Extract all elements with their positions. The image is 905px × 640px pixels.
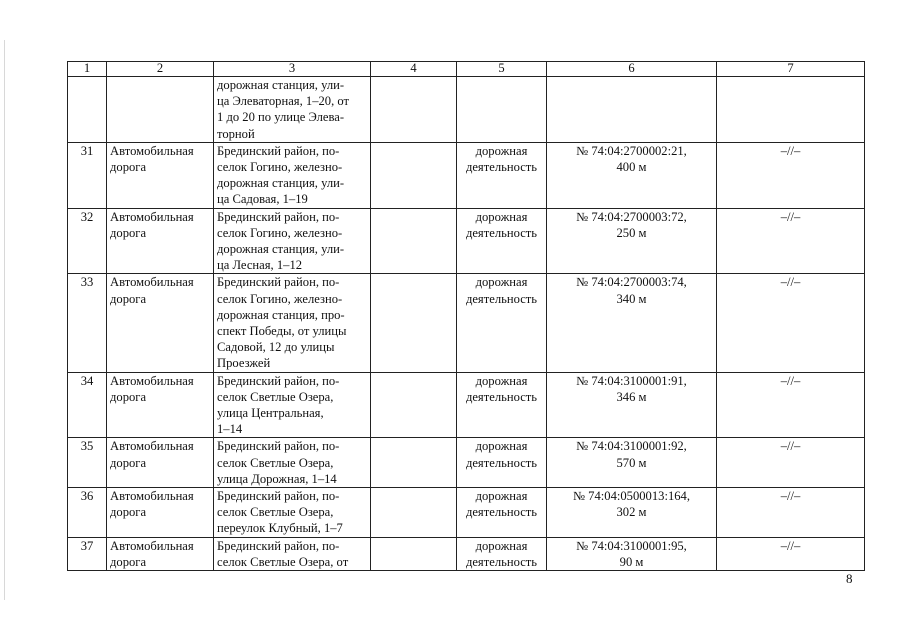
object-name-cell-line: дорога (110, 554, 147, 569)
activity-cell (457, 274, 547, 372)
object-name-cell (107, 142, 214, 208)
header-cell-2: 2 (107, 62, 214, 77)
note-cell (717, 537, 865, 570)
cadastral-cell (547, 208, 717, 274)
cadastral-cell-line: № 74:04:2700003:74, (576, 275, 687, 290)
location-cell-line: селок Светлые Озера, (217, 505, 334, 520)
cadastral-cell-line: 346 м (616, 389, 647, 404)
row-number-cell-text: 31 (80, 143, 94, 158)
row-number-cell (68, 372, 107, 438)
object-name-cell-line: дорога (110, 455, 147, 470)
object-name-cell (107, 372, 214, 438)
object-name-cell-line: Автомобильная (110, 275, 194, 290)
cadastral-cell (547, 142, 717, 208)
location-cell-line: Брединский район, по- (217, 209, 340, 224)
empty-col4-cell (371, 488, 457, 538)
location-cell-line: улица Центральная, (217, 406, 324, 421)
table-row (68, 537, 865, 570)
row-number-cell-text: 33 (80, 275, 94, 290)
activity-cell-line: дорожная (475, 373, 528, 388)
location-cell-line: ца Лесная, 1–12 (217, 258, 303, 273)
cadastral-cell-line: 340 м (616, 291, 647, 306)
object-name-cell-line: дорога (110, 225, 147, 240)
row-number-cell (68, 77, 107, 143)
header-cell-7: 7 (717, 62, 865, 77)
empty-col4-cell (371, 372, 457, 438)
note-cell (717, 274, 865, 372)
note-cell-text: –//– (780, 538, 801, 553)
location-cell-line: селок Светлые Озера, от (217, 554, 349, 569)
location-cell (214, 208, 371, 274)
location-cell (214, 537, 371, 570)
location-cell-line: улица Дорожная, 1–14 (217, 471, 337, 486)
object-name-cell-line: Автомобильная (110, 209, 194, 224)
location-cell-line: дорожная станция, ули- (217, 176, 345, 191)
row-number-cell (68, 274, 107, 372)
note-cell (717, 372, 865, 438)
activity-cell (457, 537, 547, 570)
empty-col4-cell (371, 438, 457, 488)
cadastral-cell-line: № 74:04:3100001:95, (576, 538, 687, 553)
activity-cell (457, 208, 547, 274)
note-cell (717, 208, 865, 274)
note-cell-text: –//– (780, 275, 801, 290)
activity-cell (457, 77, 547, 143)
note-cell-text: –//– (780, 489, 801, 504)
location-cell-line: торной (217, 126, 255, 141)
empty-col4-cell (371, 537, 457, 570)
activity-cell-line: деятельность (465, 389, 538, 404)
object-name-cell-line: Автомобильная (110, 538, 194, 553)
cadastral-cell-line: 302 м (616, 505, 647, 520)
table-row (68, 77, 865, 143)
location-cell-line: селок Светлые Озера, (217, 389, 334, 404)
location-cell-line: дорожная станция, ули- (217, 78, 345, 92)
note-cell-text: –//– (780, 439, 801, 454)
header-cell-3: 3 (214, 62, 371, 77)
activity-cell (457, 488, 547, 538)
table-row (68, 208, 865, 274)
activity-cell-line: деятельность (465, 455, 538, 470)
activity-cell-line: дорожная (475, 538, 528, 553)
cadastral-cell-line: 90 м (619, 554, 644, 569)
object-name-cell (107, 438, 214, 488)
note-cell (717, 142, 865, 208)
activity-cell (457, 372, 547, 438)
object-name-cell-line: дорога (110, 389, 147, 404)
object-name-cell-line: Автомобильная (110, 143, 194, 158)
location-cell-line: селок Гогино, железно- (217, 291, 343, 306)
location-cell-line: селок Светлые Озера, (217, 455, 334, 470)
row-number-cell (68, 208, 107, 274)
note-cell (717, 438, 865, 488)
cadastral-cell-line: № 74:04:2700003:72, (576, 209, 687, 224)
empty-col4-cell (371, 274, 457, 372)
cadastral-cell-line: 400 м (616, 160, 647, 175)
cadastral-cell (547, 77, 717, 143)
cadastral-cell (547, 274, 717, 372)
object-name-cell (107, 77, 214, 143)
header-cell-1: 1 (68, 62, 107, 77)
road-register-table (67, 61, 865, 571)
activity-cell-line: деятельность (465, 291, 538, 306)
cadastral-cell (547, 372, 717, 438)
cadastral-cell (547, 537, 717, 570)
note-cell-text: –//– (780, 373, 801, 388)
row-number-cell-text: 35 (80, 439, 94, 454)
location-cell-line: Брединский район, по- (217, 489, 340, 504)
table-row (68, 438, 865, 488)
object-name-cell (107, 274, 214, 372)
object-name-cell (107, 208, 214, 274)
location-cell-line: Брединский район, по- (217, 439, 340, 454)
activity-cell-line: дорожная (475, 489, 528, 504)
row-number-cell-text: 37 (80, 538, 94, 553)
header-cell-5: 5 (457, 62, 547, 77)
activity-cell-line: дорожная (475, 439, 528, 454)
row-number-cell-text: 34 (80, 373, 94, 388)
page-number: 8 (846, 571, 853, 586)
object-name-cell-line: дорога (110, 160, 147, 175)
cadastral-cell-line: № 74:04:0500013:164, (573, 489, 690, 504)
location-cell-line: Садовой, 12 до улицы (217, 340, 335, 355)
object-name-cell-line: Автомобильная (110, 439, 194, 454)
location-cell-line: Проезжей (217, 356, 271, 371)
location-cell-line: Брединский район, по- (217, 275, 340, 290)
page-edge-line (4, 40, 5, 600)
object-name-cell-line: дорога (110, 291, 147, 306)
header-cell-4: 4 (371, 62, 457, 77)
cadastral-cell (547, 488, 717, 538)
location-cell-line: Брединский район, по- (217, 538, 340, 553)
note-cell-text: –//– (780, 209, 801, 224)
cadastral-cell-line: № 74:04:3100001:92, (576, 439, 687, 454)
row-number-cell (68, 537, 107, 570)
location-cell-line: спект Победы, от улицы (217, 324, 347, 339)
activity-cell-line: деятельность (465, 505, 538, 520)
header-cell-6: 6 (547, 62, 717, 77)
object-name-cell (107, 537, 214, 570)
row-number-cell (68, 438, 107, 488)
activity-cell-line: деятельность (465, 225, 538, 240)
activity-cell-line: дорожная (475, 209, 528, 224)
location-cell (214, 372, 371, 438)
row-number-cell (68, 488, 107, 538)
activity-cell (457, 438, 547, 488)
location-cell-line: переулок Клубный, 1–7 (217, 521, 343, 536)
activity-cell-line: дорожная (475, 275, 528, 290)
object-name-cell-line: Автомобильная (110, 373, 194, 388)
location-cell-line: 1–14 (217, 422, 243, 437)
location-cell-line: Брединский район, по- (217, 373, 340, 388)
empty-col4-cell (371, 208, 457, 274)
row-number-cell (68, 142, 107, 208)
row-number-cell-text: 36 (80, 489, 94, 504)
location-cell-line: дорожная станция, ули- (217, 242, 345, 257)
cadastral-cell-line: № 74:04:2700002:21, (576, 143, 687, 158)
location-cell (214, 438, 371, 488)
note-cell (717, 77, 865, 143)
location-cell-line: селок Гогино, железно- (217, 160, 343, 175)
location-cell-line: ца Садовая, 1–19 (217, 192, 308, 207)
note-cell (717, 488, 865, 538)
cadastral-cell-line: № 74:04:3100001:91, (576, 373, 687, 388)
location-cell (214, 274, 371, 372)
empty-col4-cell (371, 77, 457, 143)
location-cell (214, 488, 371, 538)
activity-cell-line: деятельность (465, 160, 538, 175)
activity-cell (457, 142, 547, 208)
table-row (68, 372, 865, 438)
activity-cell-line: деятельность (465, 554, 538, 569)
table-row (68, 488, 865, 538)
cadastral-cell (547, 438, 717, 488)
location-cell-line: Брединский район, по- (217, 143, 340, 158)
cadastral-cell-line: 570 м (616, 455, 647, 470)
location-cell-line: 1 до 20 по улице Элева- (217, 110, 345, 125)
location-cell-line: селок Гогино, железно- (217, 225, 343, 240)
table-row (68, 142, 865, 208)
table-header-row (68, 62, 865, 77)
empty-col4-cell (371, 142, 457, 208)
location-cell (214, 77, 371, 143)
table-row (68, 274, 865, 372)
object-name-cell-line: дорога (110, 505, 147, 520)
cadastral-cell-line: 250 м (616, 225, 647, 240)
location-cell-line: дорожная станция, про- (217, 307, 345, 322)
location-cell (214, 142, 371, 208)
object-name-cell-line: Автомобильная (110, 489, 194, 504)
activity-cell-line: дорожная (475, 143, 528, 158)
note-cell-text: –//– (780, 143, 801, 158)
location-cell-line: ца Элеваторная, 1–20, от (217, 94, 350, 109)
object-name-cell (107, 488, 214, 538)
row-number-cell-text: 32 (80, 209, 94, 224)
